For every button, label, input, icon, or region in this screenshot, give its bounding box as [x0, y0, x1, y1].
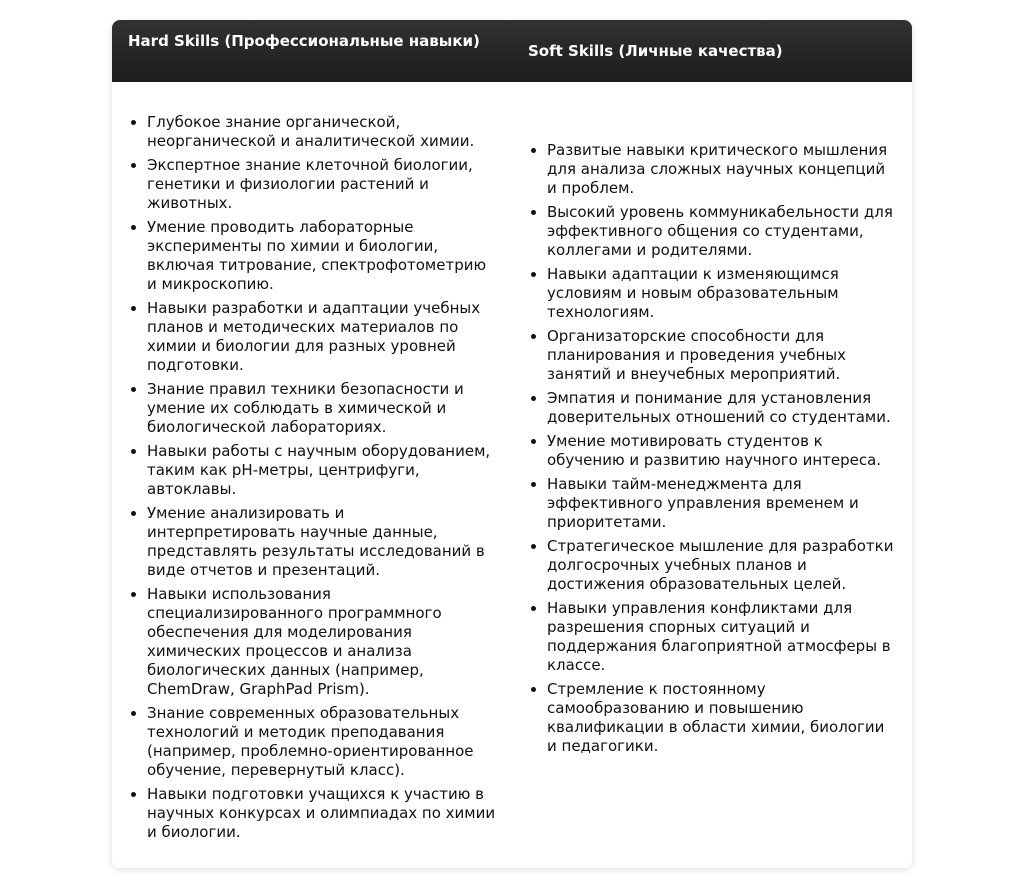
hard-skills-cell [112, 82, 512, 868]
list-item: • Стремление к постоянному самообразованию и повышению квалификации в области химии, биологии и педагогики. [547, 680, 896, 756]
list-item: • Навыки адаптации к изменяющимся условиям и новым образовательным технологиям. [547, 265, 896, 322]
list-item: • Навыки использования специализированного программного обеспечения для моделирования химических процессов и анализа биологических данных (например, ChemDraw, GraphPad Prism). [147, 585, 496, 699]
soft-skills-header: Soft Skills (Личные качества) [528, 41, 783, 60]
list-item: • Умение мотивировать студентов к обучению и развитию научного интереса. [547, 432, 896, 470]
list-item: • Умение анализировать и интерпретировать научные данные, представлять результаты исследований в виде отчетов и презентаций. [147, 504, 496, 580]
list-item: • Навыки подготовки учащихся к участию в научных конкурсах и олимпиадах по химии и биологии. [147, 785, 496, 842]
list-item: • Навыки управления конфликтами для разрешения спорных ситуаций и поддержания благоприятной атмосферы в классе. [547, 599, 896, 675]
hard-skills-header: Hard Skills (Профессиональные навыки) [128, 32, 480, 50]
list-item: • Глубокое знание органической, неорганической и аналитической химии. [147, 113, 496, 151]
soft-skills-list [528, 141, 896, 761]
list-item: • Знание правил техники безопасности и умение их соблюдать в химической и биологической лабораториях. [147, 380, 496, 437]
list-item: • Навыки тайм-менеджмента для эффективного управления временем и приоритетами. [547, 475, 896, 532]
list-item: • Организаторские способности для планирования и проведения учебных занятий и внеучебных мероприятий. [547, 327, 896, 384]
list-item: • Высокий уровень коммуникабельности для эффективного общения со студентами, коллегами и родителями. [547, 203, 896, 260]
list-item: • Навыки разработки и адаптации учебных планов и методических материалов по химии и биологии для разных уровней подготовки. [147, 299, 496, 375]
list-item: • Эмпатия и понимание для установления доверительных отношений со студентами. [547, 389, 896, 427]
list-item: • Экспертное знание клеточной биологии, генетики и физиологии растений и животных. [147, 156, 496, 213]
list-item: • Стратегическое мышление для разработки долгосрочных учебных планов и достижения образовательных целей. [547, 537, 896, 594]
table-header [112, 20, 912, 82]
table-body [112, 82, 912, 868]
hard-skills-list [128, 113, 496, 847]
skills-table [112, 20, 912, 868]
list-item: • Умение проводить лабораторные эксперименты по химии и биологии, включая титрование, спектрофотометрию и микроскопию. [147, 218, 496, 294]
soft-skills-cell [512, 82, 912, 868]
list-item: • Знание современных образовательных технологий и методик преподавания (например, проблемно-ориентированное обучение, перевернутый класс). [147, 704, 496, 780]
list-item: • Навыки работы с научным оборудованием, таким как pH-метры, центрифуги, автоклавы. [147, 442, 496, 499]
list-item: • Развитые навыки критического мышления для анализа сложных научных концепций и проблем. [547, 141, 896, 198]
